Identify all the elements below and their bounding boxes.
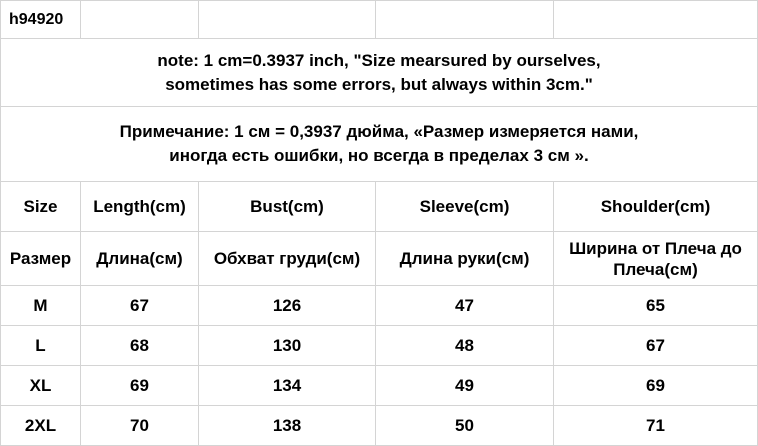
note-english	[1, 39, 758, 107]
header-shoulder-ru	[554, 232, 758, 286]
size-cell: M	[1, 286, 81, 326]
header-sleeve-ru: Длина руки(см)	[376, 232, 554, 286]
length-cell: 70	[81, 406, 199, 446]
header-bust-ru: Обхват груди(см)	[199, 232, 376, 286]
header-bust: Bust(cm)	[199, 182, 376, 232]
table-row	[1, 326, 758, 366]
note-russian-line-1: Примечание: 1 см = 0,3937 дюйма, «Размер измеряется нами,	[119, 122, 639, 141]
note-russian-line-2: иногда есть ошибки, но всегда в пределах 3 см ».	[169, 146, 589, 165]
header-size: Size	[1, 182, 81, 232]
empty-cell	[199, 1, 376, 39]
sleeve-cell: 47	[376, 286, 554, 326]
size-cell: 2XL	[1, 406, 81, 446]
header-row-english	[1, 182, 758, 232]
bust-cell: 134	[199, 366, 376, 406]
sleeve-cell: 48	[376, 326, 554, 366]
bust-cell: 138	[199, 406, 376, 446]
sleeve-cell: 50	[376, 406, 554, 446]
header-shoulder-ru-line-2: Плеча(см)	[613, 259, 698, 279]
header-shoulder: Shoulder(cm)	[554, 182, 758, 232]
shoulder-cell: 65	[554, 286, 758, 326]
size-cell: L	[1, 326, 81, 366]
length-cell: 67	[81, 286, 199, 326]
note-russian	[1, 107, 758, 182]
table-row	[1, 366, 758, 406]
sleeve-cell: 49	[376, 366, 554, 406]
length-cell: 68	[81, 326, 199, 366]
product-code: h94920	[1, 1, 81, 39]
bust-cell: 126	[199, 286, 376, 326]
header-shoulder-ru-line-1: Ширина от Плеча до	[569, 238, 742, 258]
header-length-ru: Длина(см)	[81, 232, 199, 286]
bust-cell: 130	[199, 326, 376, 366]
header-row-russian	[1, 232, 758, 286]
size-cell: XL	[1, 366, 81, 406]
empty-cell	[81, 1, 199, 39]
header-length: Length(cm)	[81, 182, 199, 232]
note-en-row	[1, 39, 758, 107]
header-size-ru: Размер	[1, 232, 81, 286]
shoulder-cell: 67	[554, 326, 758, 366]
header-sleeve: Sleeve(cm)	[376, 182, 554, 232]
note-english-line-1: note: 1 cm=0.3937 inch, "Size mearsured by ourselves,	[157, 50, 601, 70]
empty-cell	[554, 1, 758, 39]
code-row	[1, 1, 758, 39]
length-cell: 69	[81, 366, 199, 406]
empty-cell	[376, 1, 554, 39]
shoulder-cell: 69	[554, 366, 758, 406]
note-ru-row	[1, 107, 758, 182]
note-english-line-2: sometimes has some errors, but always within 3cm."	[165, 74, 593, 94]
table-row	[1, 406, 758, 446]
table-row	[1, 286, 758, 326]
shoulder-cell: 71	[554, 406, 758, 446]
